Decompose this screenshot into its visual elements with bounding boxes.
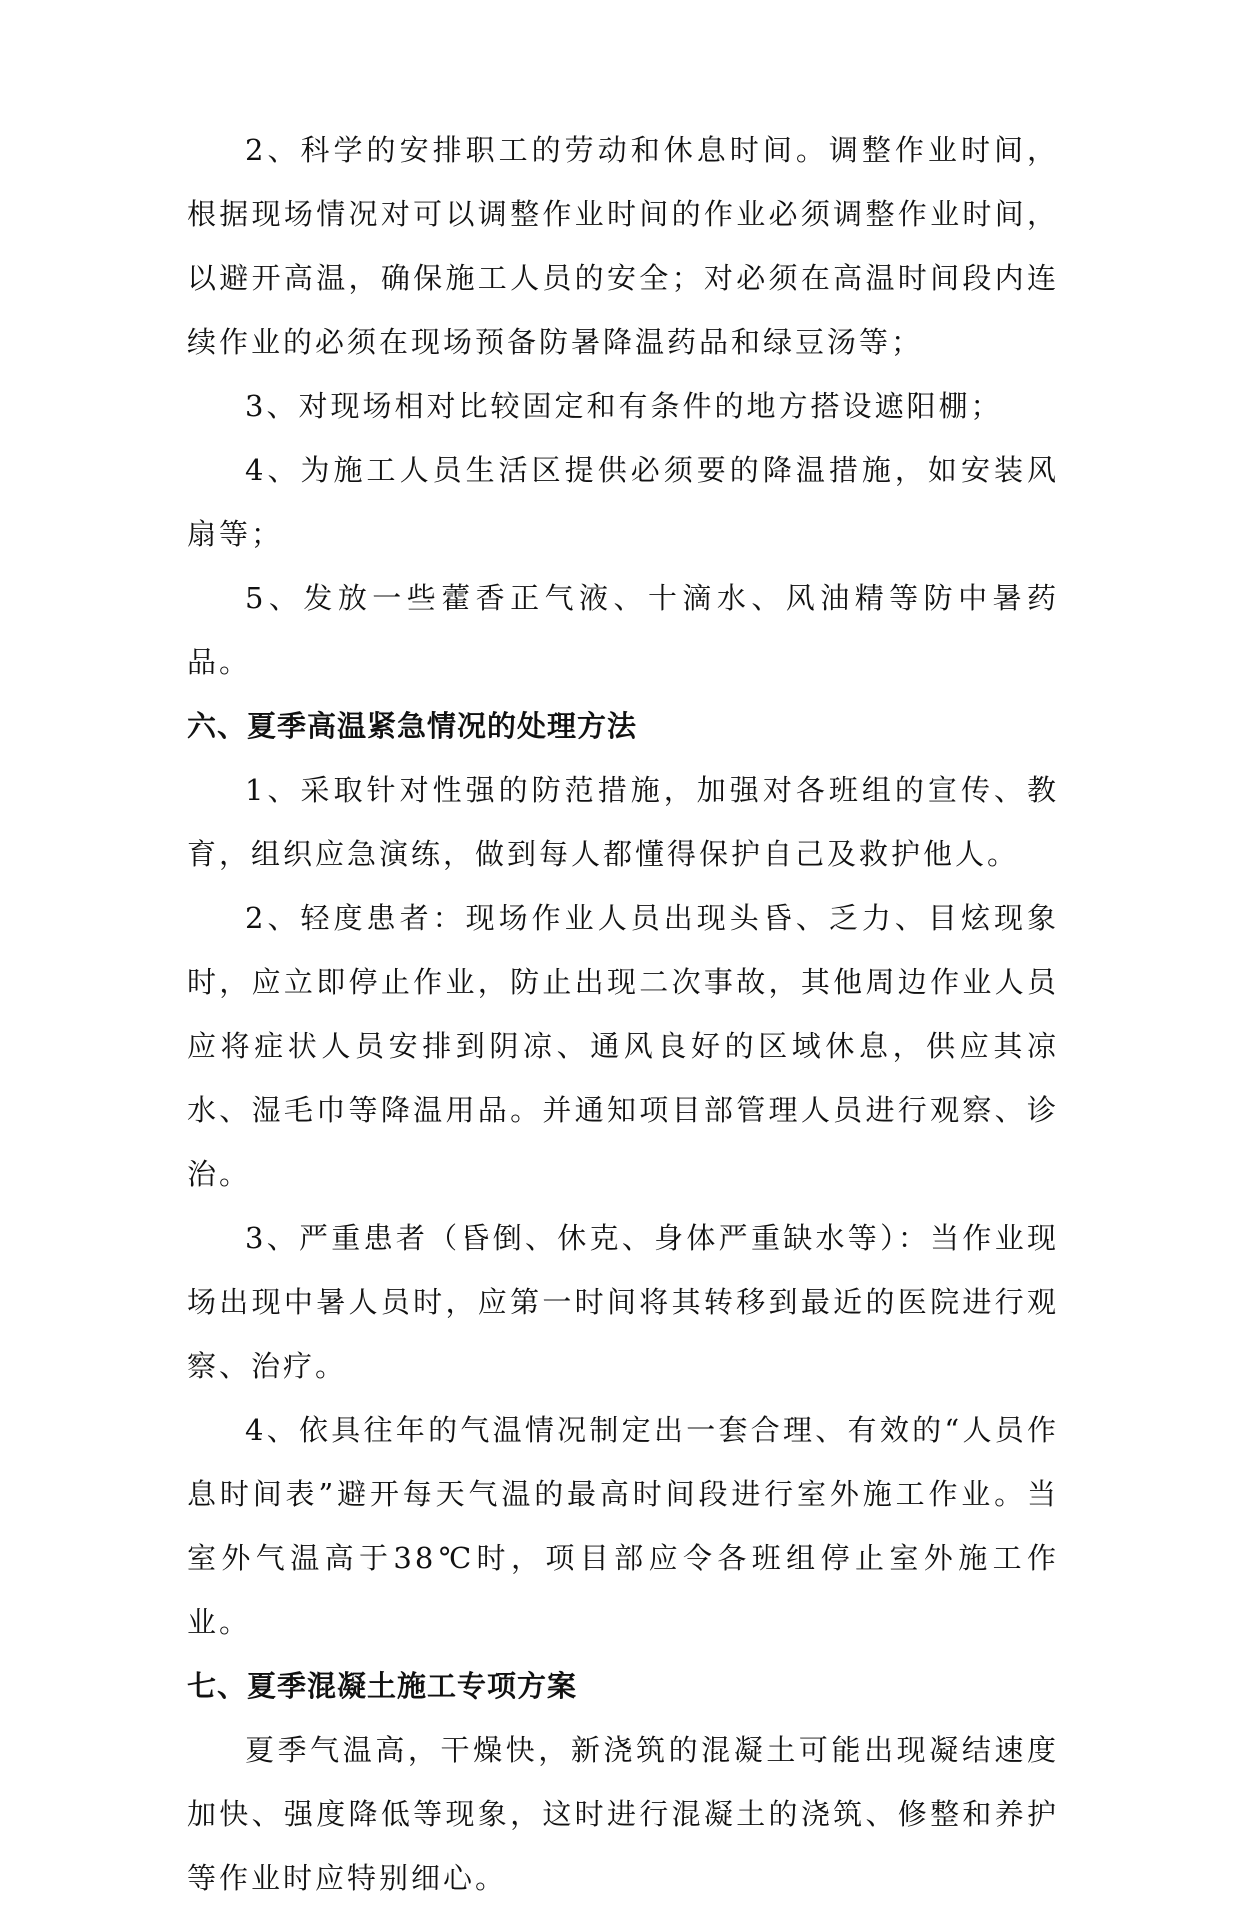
section-heading-emergency: 六、夏季高温紧急情况的处理方法 — [187, 709, 638, 743]
page-content — [187, 118, 1059, 1910]
paragraph-heatstroke-medicine: 5、发放一些藿香正气液、十滴水、风油精等防中暑药品。 — [187, 581, 1059, 679]
paragraph-sunshade: 3、对现场相对比较固定和有条件的地方搭设遮阳棚； — [245, 389, 1003, 423]
paragraph-work-rest-schedule: 2、科学的安排职工的劳动和休息时间。调整作业时间，根据现场情况对可以调整作业时间的作业必须调整作业时间，以避开高温，确保施工人员的安全；对必须在高温时间段内连续作业的必须在现场预备防暑降温药品和绿豆汤等； — [187, 133, 1059, 359]
paragraph-mild-cases: 2、轻度患者：现场作业人员出现头昏、乏力、目炫现象时，应立即停止作业，防止出现二次事故，其他周边作业人员应将症状人员安排到阴凉、通风良好的区域休息，供应其凉水、湿毛巾等降温用品。并通知项目部管理人员进行观察、诊治。 — [187, 901, 1059, 1191]
paragraph-concrete-intro: 夏季气温高，干燥快，新浇筑的混凝土可能出现凝结速度加快、强度降低等现象，这时进行混凝土的浇筑、修整和养护等作业时应特别细心。 — [187, 1733, 1059, 1895]
section-heading-concrete: 七、夏季混凝土施工专项方案 — [187, 1669, 578, 1703]
paragraph-work-timetable: 4、依具往年的气温情况制定出一套合理、有效的“人员作息时间表”避开每天气温的最高时间段进行室外施工作业。当室外气温高于38℃时，项目部应令各班组停止室外施工作业。 — [187, 1413, 1059, 1639]
paragraph-severe-cases: 3、严重患者（昏倒、休克、身体严重缺水等）：当作业现场出现中暑人员时，应第一时间将其转移到最近的医院进行观察、治疗。 — [187, 1221, 1059, 1383]
paragraph-cooling-measures: 4、为施工人员生活区提供必须要的降温措施，如安装风扇等； — [187, 453, 1059, 551]
paragraph-prevention: 1、采取针对性强的防范措施，加强对各班组的宣传、教育，组织应急演练，做到每人都懂得保护自己及救护他人。 — [187, 773, 1059, 871]
